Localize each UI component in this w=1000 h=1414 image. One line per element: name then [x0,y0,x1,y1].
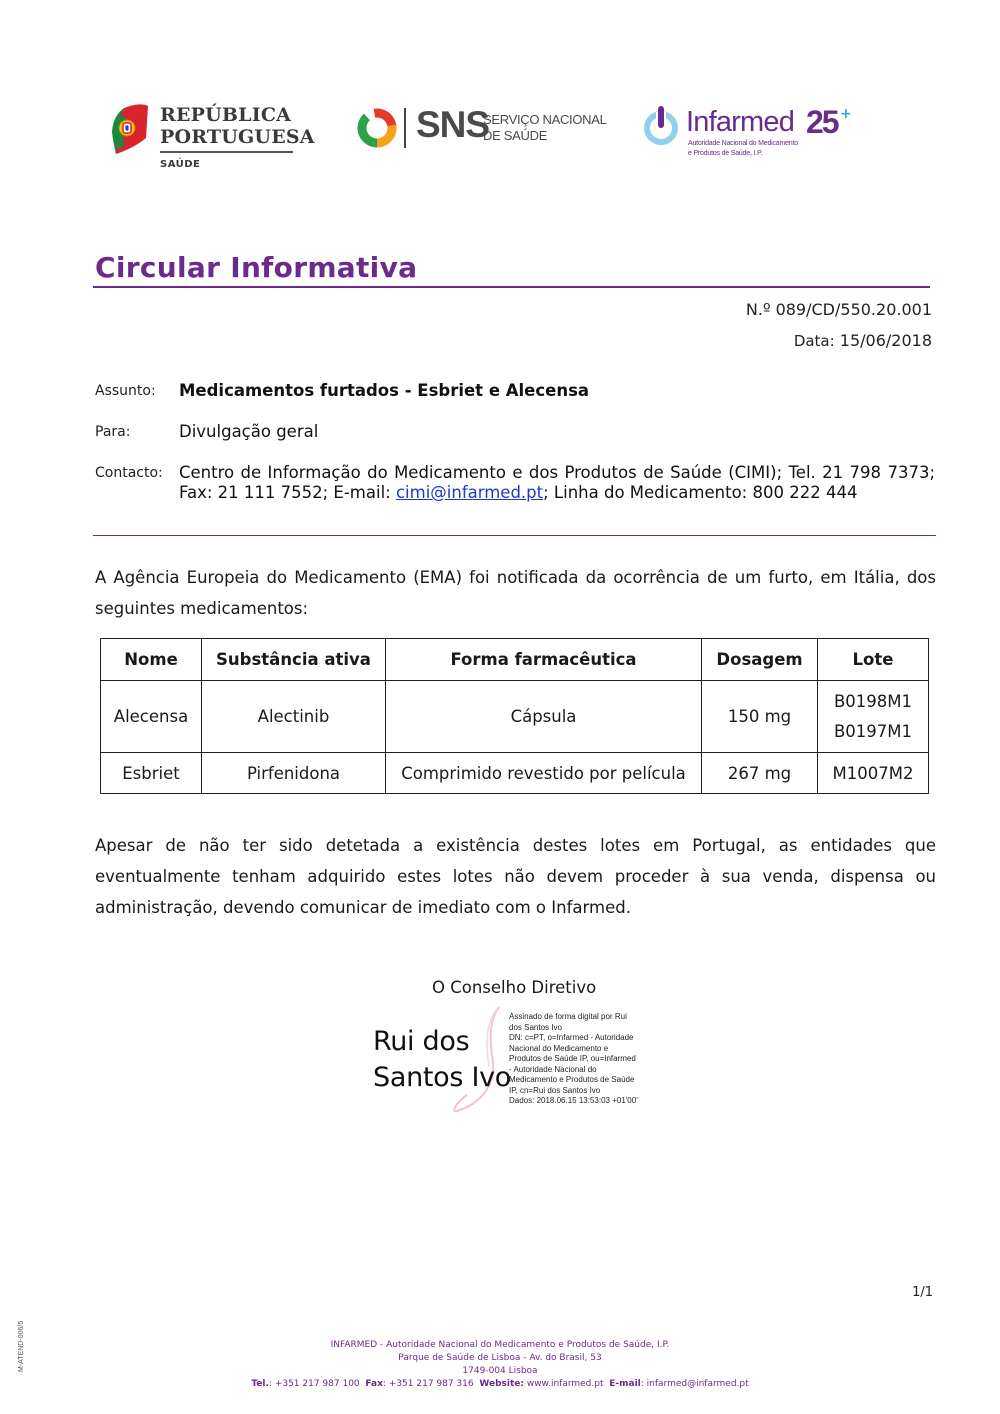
table-header-row [101,639,929,681]
portuguesa-text: PORTUGUESA [160,126,315,148]
meta-rule [93,535,936,536]
cell-substancia: Pirfenidona [202,753,386,794]
contacto-label: Contacto: [95,465,163,481]
sns-divider [404,108,406,148]
signature-detail-line: IP, cn=Rui dos Santos Ivo [509,1085,601,1095]
signature-detail-line: dos Santos Ivo [509,1022,562,1032]
form-code: M-ATEND-006/5 [18,1320,25,1372]
footer-email-label: E-mail [609,1379,641,1389]
cell-forma: Comprimido revestido por película [386,753,702,794]
signatory-name-line1: Rui dos [373,1026,470,1057]
council-label: O Conselho Diretivo [432,978,597,997]
contacto-value [179,463,935,503]
para-value: Divulgação geral [179,422,319,441]
republica-text: REPÚBLICA [160,104,292,126]
footer-web[interactable]: www.infarmed.pt [523,1379,604,1389]
assunto-value: Medicamentos furtados - Esbriet e Alecensa [179,381,590,400]
cell-substancia: Alectinib [202,681,386,753]
cell-dosagem: 267 mg [702,753,818,794]
lote-value: B0198M1 [833,691,913,711]
footer-fax: : +351 217 987 316 [382,1379,474,1389]
sns-name-line2: DE SAÚDE [483,128,548,143]
saude-text: SAÚDE [160,159,201,170]
intro-paragraph: A Agência Europeia do Medicamento (EMA) foi notificada da ocorrência de um furto, em Itália, dos seguintes medicamentos: [95,568,936,618]
document-title: Circular Informativa [95,251,418,284]
table-row [101,681,929,753]
cell-nome: Esbriet [101,753,202,794]
cell-lote [818,681,929,753]
signatory-name-line2: Santos Ivo [373,1062,512,1093]
cell-lote: M1007M2 [818,753,929,794]
signature-detail-line: DN: c=PT, o=Infarmed - Autoridade [509,1033,634,1042]
page-number: 1/1 [912,1285,933,1300]
contacto-phone-line: ; Linha do Medicamento: 800 222 444 [543,483,858,502]
cell-dosagem: 150 mg [702,681,818,753]
signature-detail-line: Medicamento e Produtos de Saúde [509,1075,635,1084]
title-rule [93,286,930,288]
footer-city: 1749-004 Lisboa [462,1366,538,1376]
cell-forma: Cápsula [386,681,702,753]
header-forma: Forma farmacêutica [386,639,702,681]
header-substancia: Substância ativa [202,639,386,681]
footer-web-label: Website: [479,1379,524,1389]
sns-ring-icon [357,108,397,148]
sns-logo [357,104,607,152]
infarmed-anniversary: 25 [806,104,838,140]
sns-acronym: SNS [416,104,490,145]
signature-detail-line: Dados: 2018.06.15 13:53:03 +01'00' [509,1096,638,1105]
signature-detail-line: Nacional do Medicamento e [509,1043,609,1053]
republica-portuguesa-logo [110,102,315,174]
table-row [101,753,929,794]
footer-tel: : +351 217 987 100 [268,1379,360,1389]
date-value: 15/06/2018 [839,331,932,350]
footer-contacts [0,1379,1000,1389]
portuguese-flag-icon [110,102,150,156]
medicines-table [100,638,929,794]
infarmed-wordmark: Infarmed [686,106,795,138]
reference-number: N.º 089/CD/550.20.001 [745,300,932,319]
infarmed-plus: + [840,106,852,122]
signature-detail-line: Produtos de Saúde IP, ou=Infarmed [509,1054,636,1063]
cell-nome: Alecensa [101,681,202,753]
contacto-email-link[interactable]: cimi@infarmed.pt [395,483,544,502]
footer-tel-label: Tel. [251,1379,269,1389]
signature-detail-line: - Autoridade Nacional do [509,1064,597,1074]
lote-value: B0197M1 [833,721,913,741]
signature-detail-line: Assinado de forma digital por Rui [509,1012,627,1021]
infarmed-subtitle-line2: e Produtos de Saúde, I.P. [688,150,763,157]
assunto-label: Assunto: [95,383,156,399]
footer-address: Parque de Saúde de Lisboa - Av. do Brasil, 53 [398,1353,602,1363]
infarmed-subtitle-line1: Autoridade Nacional do Medicamento [688,140,798,147]
body-paragraph: Apesar de não ter sido detetada a existência destes lotes em Portugal, as entidades que eventualmente tenham adquirido estes lotes não devem proceder à sua venda, dispensa ou administração, devendo comunicar de imediato com o Infarmed. [95,836,936,917]
footer-email[interactable]: : infarmed@infarmed.pt [640,1379,749,1389]
date-label: Data: [793,332,835,350]
logo-divider [160,151,293,153]
document-date [794,331,932,350]
footer-org: INFARMED - Autoridade Nacional do Medicamento e Produtos de Saúde, I.P. [330,1340,670,1350]
digital-signature-details [509,1012,649,1107]
header-dosagem: Dosagem [702,639,818,681]
sns-name-line1: SERVIÇO NACIONAL [483,112,607,127]
header-nome: Nome [101,639,202,681]
header-lote: Lote [818,639,929,681]
para-label: Para: [95,424,131,440]
infarmed-logo [640,102,860,164]
signatory-name [373,1024,511,1096]
footer-fax-label: Fax [365,1379,383,1389]
contacto-text: Centro de Informação do Medicamento e dos Produtos de Saúde (CIMI); Tel. 21 798 7373; Fax: 21 111 7552; E-mail: [179,463,935,502]
infarmed-power-icon [640,104,682,148]
